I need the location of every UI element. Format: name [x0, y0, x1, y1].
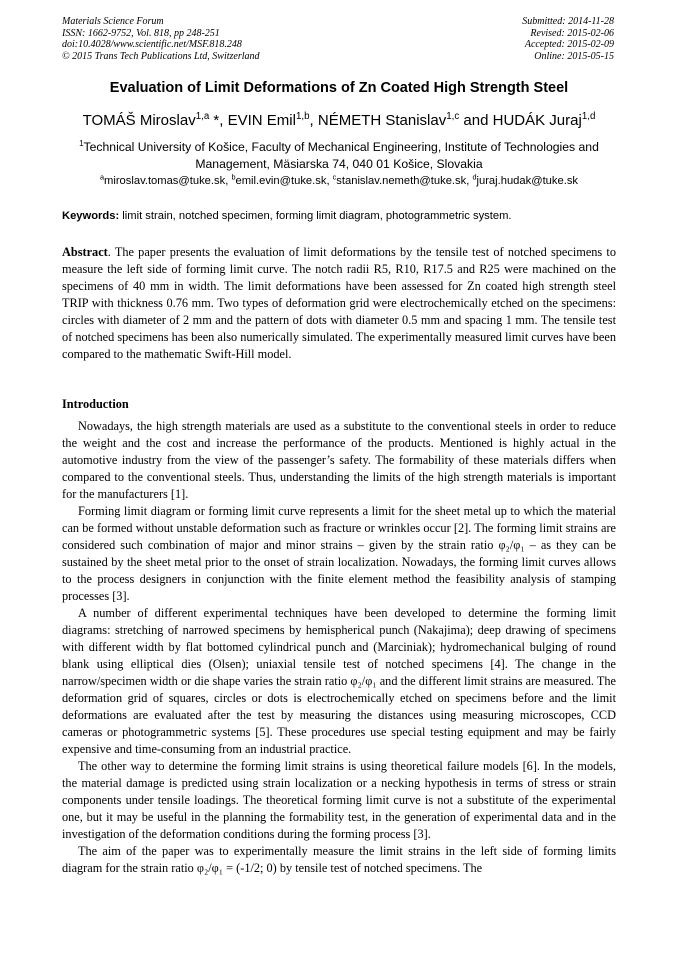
affiliation	[62, 139, 616, 173]
email-mark: c	[332, 172, 337, 182]
affiliation-text: Technical University of Košice, Faculty of Mechanical Engineering, Institute of Technologies and Management, Mäsiarska 74, 040 01 Košice, Slovakia	[83, 140, 599, 171]
copyright-line: © 2015 Trans Tech Publications Ltd, Switzerland	[62, 50, 260, 62]
author-sep: ,	[309, 112, 318, 129]
accepted-date: Accepted: 2015-02-09	[524, 39, 614, 50]
paper-title: Evaluation of Limit Deformations of Zn Coated High Strength Steel	[109, 80, 569, 96]
introduction-body	[62, 418, 616, 877]
author-mark: 1,c	[446, 111, 460, 122]
introduction-heading: Introduction	[62, 397, 129, 411]
email-link[interactable]: juraj.hudak@tuke.sk	[476, 175, 579, 187]
email-link[interactable]: stanislav.nemeth@tuke.sk	[336, 175, 467, 187]
doi-line: doi:10.4028/www.scientific.net/MSF.818.248	[62, 39, 242, 50]
author-sep: and	[459, 112, 493, 129]
abstract	[62, 244, 616, 363]
author-name: HUDÁK Juraj	[492, 112, 582, 129]
paragraph: The other way to determine the forming limit strains is using theoretical failure models [6]. In the models, the material damage is predicted using strain localization or a necking hypothesis in terms of stress or strain components under tensile loadings. The theoretical forming limit curve is not a substitute of the experimental one, but it may be useful in the planning the formability test, in the generation of experimental data and in the investigation of the deformation conditions during the forming process [3].	[62, 759, 616, 841]
author-list	[40, 112, 638, 129]
abstract-label: Abstract	[62, 245, 108, 259]
email-list	[62, 172, 616, 187]
paragraph: Nowadays, the high strength materials are used as a substitute to the conventional steels in order to reduce the weight and the cost and increase the performance of the products. Mentioned is highly actual in the automotive industry from the view of the passenger’s safety. The formability of these materials differs when compared to the conventional steels. Thus, understanding the limits of the high strength materials is important for the manufacturers [1].	[62, 419, 616, 501]
author-name: EVIN Emil	[227, 112, 296, 129]
author-mark: 1,d	[581, 111, 596, 122]
abstract-text: . The paper presents the evaluation of limit deformations by the tensile test of notched specimens to measure the left side of forming limit curve. The notch radii R5, R10, R17.5 and R25 were machined on the specimens of 40 mm in width. The limit deformations have been assessed for Zn coated high strength steel TRIP with thickness 0.76 mm. Two types of deformation grid were electrochemically etched on the specimens: circles with diameter of 2 mm and the pattern of dots with diameter 0.5 mm and spacing 1 mm. The tensile test of notched specimens has been also numerically simulated. The experimentally measured limit curves have been compared to the mathematic Swift-Hill model.	[62, 245, 616, 361]
journal-name: Materials Science Forum	[62, 16, 164, 27]
author-name: TOMÁŠ Miroslav	[82, 112, 196, 129]
author-name: NÉMETH Stanislav	[317, 112, 447, 129]
paragraph: The aim of the paper was to experimentally measure the limit strains in the left side of forming limits diagram for the strain ratio φ₂/φ₁ = (-1/2; 0) by tensile test of notched specimens. The	[62, 844, 616, 875]
keywords-label: Keywords:	[62, 210, 120, 222]
issn-line: ISSN: 1662-9752, Vol. 818, pp 248-251	[62, 27, 220, 39]
submission-dates	[522, 16, 614, 62]
email-sep: ,	[225, 175, 232, 187]
email-mark: b	[231, 172, 236, 182]
journal-info	[62, 16, 260, 62]
online-date: Online: 2015-05-15	[534, 50, 614, 62]
keywords-text: limit strain, notched specimen, forming limit diagram, photogrammetric system.	[119, 210, 512, 222]
keywords	[62, 210, 616, 222]
paragraph: A number of different experimental techniques have been developed to determine the forming limit diagrams: stretching of narrowed specimens by hemispherical punch (Nakajima); deep drawing of specimens with different width by flat bottomed cylindrical punch and (Marciniak); hydromechanical bulging of round blank using elliptical dies (Olsen); uniaxial tensile test of notched specimens [4]. The change in the narrow/specimen width or die shape varies the strain ratio φ₂/φ₁ and the different limit strains are measured. The deformation grid of squares, circles or dots is electrochemically etched on specimens before and the limit deformations are evaluated after the test by measuring the distances using measuring microscopes, CCD cameras or photogrammetric systems [5]. These procedures use special testing equipment and may be fairly expensive and time-consuming from an industrial practice.	[62, 606, 616, 756]
email-mark: a	[99, 172, 105, 182]
revised-date: Revised: 2015-02-06	[530, 27, 614, 39]
email-sep: ,	[326, 175, 333, 187]
email-mark: d	[472, 172, 477, 182]
submitted-date: Submitted: 2014-11-28	[522, 16, 614, 27]
paragraph: Forming limit diagram or forming limit curve represents a limit for the sheet metal up to which the material can be formed without unstable deformation such as fracture or wrinkles occur [2]. The forming limit strains are considered such combination of major and minor strains – given by the strain ratio φ₂/φ₁ – as they can be sustained by the sheet metal prior to the onset of strain localization. Nowadays, the forming limit curves allows to the process designers in conjunction with the finite element method the feasibility analysis of stamping processes [3].	[62, 504, 616, 603]
email-link[interactable]: miroslav.tomas@tuke.sk	[104, 175, 226, 187]
email-sep: ,	[466, 175, 473, 187]
author-mark: 1,a	[195, 111, 210, 122]
author-sep: *,	[209, 112, 228, 129]
email-link[interactable]: emil.evin@tuke.sk	[235, 175, 327, 187]
author-mark: 1,b	[295, 111, 310, 122]
affiliation-mark: 1	[79, 138, 84, 148]
